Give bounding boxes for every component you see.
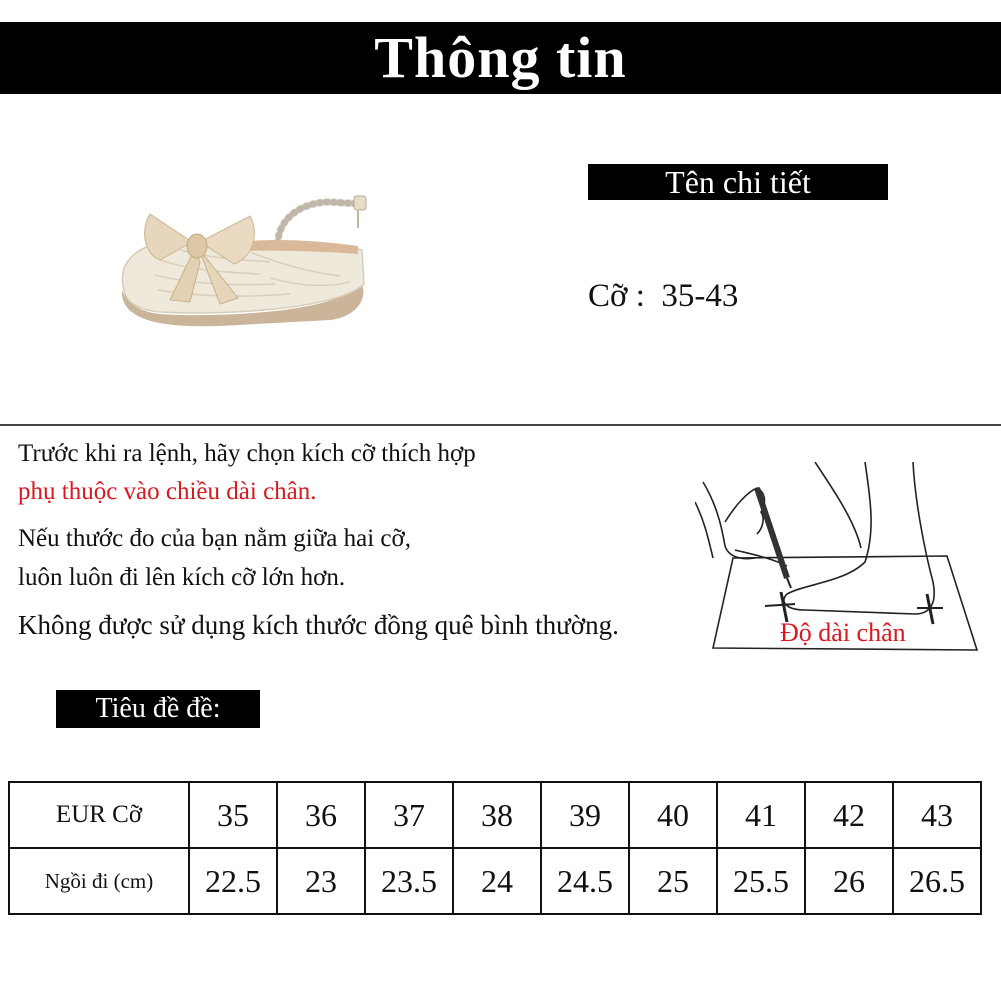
cm-length-cell: 25.5	[717, 848, 805, 914]
size-chart-table	[8, 781, 982, 915]
size-range-value: 35-43	[661, 278, 739, 314]
cm-length-cell: 23	[277, 848, 365, 914]
instruction-line: Trước khi ra lệnh, hãy chọn kích cỡ thích hợp	[18, 440, 476, 467]
eur-size-cell: 41	[717, 782, 805, 848]
eur-size-cell: 40	[629, 782, 717, 848]
eur-size-cell: 36	[277, 782, 365, 848]
eur-size-cell: 38	[453, 782, 541, 848]
cm-length-cell: 25	[629, 848, 717, 914]
table-row-eur	[9, 782, 981, 848]
instruction-line: luôn luôn đi lên kích cỡ lớn hơn.	[18, 564, 346, 591]
table-row-cm	[9, 848, 981, 914]
cm-length-cell: 22.5	[189, 848, 277, 914]
cm-length-cell: 26.5	[893, 848, 981, 914]
eur-size-cell: 39	[541, 782, 629, 848]
size-chart-heading: Tiêu đề đề:	[56, 690, 260, 728]
size-label: Cỡ :	[588, 278, 645, 314]
row-label-cm: Ngồi đi (cm)	[9, 848, 189, 914]
product-shoe-image	[100, 180, 380, 340]
page-title: Thông tin	[0, 22, 1001, 94]
row-label-eur: EUR Cỡ	[9, 782, 189, 848]
instruction-line: Không được sử dụng kích thước đồng quê bình thường.	[18, 610, 619, 640]
eur-size-cell: 37	[365, 782, 453, 848]
eur-size-cell: 43	[893, 782, 981, 848]
cm-length-cell: 24.5	[541, 848, 629, 914]
cm-length-cell: 23.5	[365, 848, 453, 914]
foot-length-label: Độ dài chân	[780, 618, 906, 647]
section-divider	[0, 424, 1001, 426]
detail-heading: Tên chi tiết	[588, 164, 888, 200]
cm-length-cell: 26	[805, 848, 893, 914]
eur-size-cell: 42	[805, 782, 893, 848]
instruction-line-highlight: phụ thuộc vào chiều dài chân.	[18, 478, 317, 505]
size-range	[588, 278, 738, 315]
cm-length-cell: 24	[453, 848, 541, 914]
instruction-line: Nếu thước đo của bạn nằm giữa hai cỡ,	[18, 525, 411, 552]
eur-size-cell: 35	[189, 782, 277, 848]
